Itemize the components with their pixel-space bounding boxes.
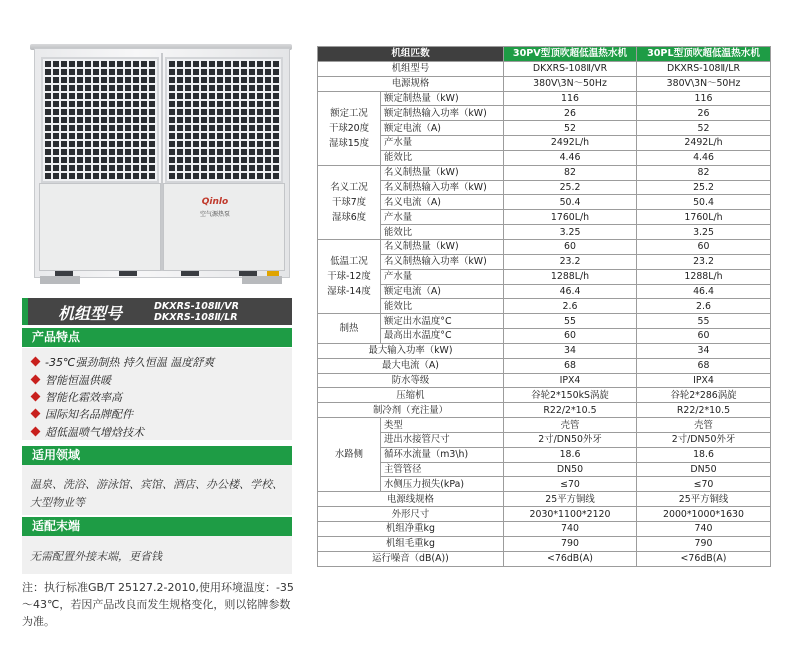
base-vent [181, 271, 199, 276]
row-label: 进出水接管尺寸 [381, 432, 504, 447]
value-cell: 68 [637, 358, 771, 373]
row-label: 名义制热量（kW) [381, 165, 504, 180]
value-cell: 46.4 [637, 284, 771, 299]
value-cell: 52 [637, 121, 771, 136]
row-label: 外形尺寸 [318, 507, 504, 522]
header-cell: 30PL型顶吹超低温热水机 [637, 47, 771, 62]
model-bar-accent [22, 298, 28, 325]
row-label: 能效比 [381, 299, 504, 314]
table-row [318, 462, 771, 477]
value-cell: 2.6 [504, 299, 637, 314]
table-row [318, 269, 771, 284]
application-title: 适用领域 [32, 448, 81, 462]
row-label: 最大电流（A) [318, 358, 504, 373]
bullet-icon [31, 409, 41, 419]
base-vent [119, 271, 137, 276]
value-cell: 25平方铜线 [637, 492, 771, 507]
table-header-row [318, 47, 771, 62]
value-cell: 1288L/h [637, 269, 771, 284]
footnote: 注：执行标准GB/T 25127.2-2010,使用环境温度：-35～43℃，若因产品改良而发生规格变化，则以铭牌参数为准。 [22, 581, 294, 628]
unit-body [34, 48, 290, 278]
table-row [318, 121, 771, 136]
fan-grille-left [41, 57, 159, 183]
row-label: 类型 [381, 418, 504, 433]
row-label: 压缩机 [318, 388, 504, 403]
row-label: 防水等级 [318, 373, 504, 388]
value-cell: 1760L/h [637, 210, 771, 225]
table-row [318, 314, 771, 329]
group-label: 制热 [318, 314, 381, 344]
value-cell: 46.4 [504, 284, 637, 299]
row-label: 机组型号 [318, 61, 504, 76]
bullet-icon [31, 375, 41, 385]
table-row [318, 477, 771, 492]
value-cell: 23.2 [637, 254, 771, 269]
value-cell: 2492L/h [637, 136, 771, 151]
value-cell: IPX4 [504, 373, 637, 388]
terminal-header [22, 517, 292, 536]
value-cell: DKXRS-108Ⅱ/LR [637, 61, 771, 76]
product-image [30, 38, 292, 286]
row-label: 额定电流（A) [381, 121, 504, 136]
value-cell: ≤70 [637, 477, 771, 492]
table-row [318, 180, 771, 195]
value-cell: 52 [504, 121, 637, 136]
value-cell: 55 [504, 314, 637, 329]
table-row [318, 403, 771, 418]
value-cell: 18.6 [504, 447, 637, 462]
value-cell: 34 [504, 343, 637, 358]
spec-table [317, 46, 771, 567]
unit-foot [40, 276, 80, 284]
row-label: 名义制热输入功率（kW) [381, 180, 504, 195]
group-label: 名义工况 干球7度 湿球6度 [318, 165, 381, 239]
value-cell: 2000*1000*1630 [637, 507, 771, 522]
value-cell: 790 [637, 536, 771, 551]
row-label: 名义制热量（kW) [381, 239, 504, 254]
value-cell: <76dB(A) [637, 551, 771, 566]
table-row [318, 358, 771, 373]
value-cell: 116 [637, 91, 771, 106]
value-cell: 1760L/h [504, 210, 637, 225]
table-row [318, 284, 771, 299]
value-cell: 82 [504, 165, 637, 180]
row-label: 循环水流量（m3\h) [381, 447, 504, 462]
table-row [318, 76, 771, 91]
row-label: 主管管径 [381, 462, 504, 477]
value-cell: 116 [504, 91, 637, 106]
value-cell: 壳管 [504, 418, 637, 433]
value-cell: DN50 [504, 462, 637, 477]
table-row [318, 299, 771, 314]
row-label: 机组净重kg [318, 522, 504, 537]
table-row [318, 432, 771, 447]
row-label: 能效比 [381, 225, 504, 240]
row-label: 电源规格 [318, 76, 504, 91]
brand-subtitle: 空气源热泵 [199, 211, 230, 218]
bullet-icon [31, 357, 41, 367]
bullet-icon [31, 392, 41, 402]
application-header [22, 446, 292, 465]
group-label: 额定工况 干球20度 湿球15度 [318, 91, 381, 165]
row-label: 水侧压力损失(kPa) [381, 477, 504, 492]
feature-item: 智能恒温供暖 [32, 372, 111, 388]
value-cell: 2030*1100*2120 [504, 507, 637, 522]
model-number-2: DKXRS-108Ⅱ/LR [154, 312, 238, 323]
row-label: 最大输入功率（kW) [318, 343, 504, 358]
table-row [318, 210, 771, 225]
brand-logo: Qinlo [201, 197, 229, 207]
table-row [318, 91, 771, 106]
value-cell: 谷轮2*150kS涡旋 [504, 388, 637, 403]
table-row [318, 61, 771, 76]
value-cell: 1288L/h [504, 269, 637, 284]
table-row [318, 418, 771, 433]
value-cell: 25平方铜线 [504, 492, 637, 507]
row-label: 产水量 [381, 269, 504, 284]
table-row [318, 551, 771, 566]
value-cell: 34 [637, 343, 771, 358]
table-row [318, 522, 771, 537]
lower-panel-left [39, 183, 161, 271]
table-row [318, 492, 771, 507]
value-cell: 68 [504, 358, 637, 373]
table-row [318, 195, 771, 210]
group-label: 水路侧 [318, 418, 381, 492]
value-cell: 4.46 [504, 150, 637, 165]
value-cell: 60 [637, 239, 771, 254]
row-label: 最高出水温度°C [381, 329, 504, 344]
value-cell: 3.25 [504, 225, 637, 240]
row-label: 机组毛重kg [318, 536, 504, 551]
value-cell: 3.25 [637, 225, 771, 240]
table-row [318, 225, 771, 240]
table-row [318, 329, 771, 344]
row-label: 名义电流（A) [381, 195, 504, 210]
table-row [318, 136, 771, 151]
group-label: 低温工况 干球-12度 湿球-14度 [318, 239, 381, 313]
row-label: 运行噪音（dB(A)) [318, 551, 504, 566]
value-cell: 25.2 [504, 180, 637, 195]
row-label: 能效比 [381, 150, 504, 165]
value-cell: 谷轮2*286涡旋 [637, 388, 771, 403]
value-cell: 60 [504, 329, 637, 344]
table-row [318, 343, 771, 358]
row-label: 制冷剂（充注量） [318, 403, 504, 418]
value-cell: 790 [504, 536, 637, 551]
value-cell: 2.6 [637, 299, 771, 314]
value-cell: 23.2 [504, 254, 637, 269]
feature-item: 智能化霜效率高 [32, 389, 122, 405]
value-cell: 60 [504, 239, 637, 254]
value-cell: R22/2*10.5 [637, 403, 771, 418]
value-cell: DKXRS-108Ⅱ/VR [504, 61, 637, 76]
row-label: 名义制热输入功率（kW) [381, 254, 504, 269]
value-cell: 50.4 [637, 195, 771, 210]
table-row [318, 388, 771, 403]
value-cell: 82 [637, 165, 771, 180]
value-cell: 740 [637, 522, 771, 537]
value-cell: 2寸/DN50外牙 [637, 432, 771, 447]
features-title: 产品特点 [32, 330, 81, 344]
row-label: 产水量 [381, 210, 504, 225]
feature-item: 超低温喷气增焓技术 [32, 424, 144, 440]
table-row [318, 373, 771, 388]
table-row [318, 165, 771, 180]
row-label: 额定制热量（kW) [381, 91, 504, 106]
bullet-icon [31, 427, 41, 437]
value-cell: 26 [504, 106, 637, 121]
value-cell: 25.2 [637, 180, 771, 195]
value-cell: 60 [637, 329, 771, 344]
row-label: 额定出水温度°C [381, 314, 504, 329]
row-label: 产水量 [381, 136, 504, 151]
value-cell: 壳管 [637, 418, 771, 433]
model-label: 机组型号 [58, 304, 123, 323]
features-header [22, 328, 292, 347]
value-cell: 740 [504, 522, 637, 537]
feature-item: -35℃强劲制热 持久恒温 温度舒爽 [32, 354, 214, 370]
table-row [318, 254, 771, 269]
application-text: 温泉、洗浴、游泳馆、宾馆、酒店、办公楼、学校、大型物业等 [30, 478, 283, 509]
terminal-text: 无需配置外接末端，更省钱 [30, 550, 162, 563]
features-list [22, 348, 292, 440]
model-number-1: DKXRS-108Ⅱ/VR [154, 301, 239, 312]
table-row [318, 536, 771, 551]
terminal-title: 适配末端 [32, 519, 81, 533]
fan-grille-right [165, 57, 283, 183]
table-row [318, 239, 771, 254]
value-cell: 4.46 [637, 150, 771, 165]
feature-item: 国际知名品牌配件 [32, 406, 133, 422]
value-cell: ≤70 [504, 477, 637, 492]
unit-foot [242, 276, 282, 284]
table-row [318, 447, 771, 462]
row-label: 额定电流（A) [381, 284, 504, 299]
header-cell: 30PV型顶吹超低温热水机 [504, 47, 637, 62]
value-cell: 2寸/DN50外牙 [504, 432, 637, 447]
row-label: 电源线规格 [318, 492, 504, 507]
value-cell: IPX4 [637, 373, 771, 388]
value-cell: 380V\3N～50Hz [504, 76, 637, 91]
value-cell: 2492L/h [504, 136, 637, 151]
value-cell: DN50 [637, 462, 771, 477]
table-row [318, 507, 771, 522]
row-label: 额定制热输入功率（kW) [381, 106, 504, 121]
table-row [318, 150, 771, 165]
value-cell: R22/2*10.5 [504, 403, 637, 418]
value-cell: 380V\3N～50Hz [637, 76, 771, 91]
value-cell: <76dB(A) [504, 551, 637, 566]
model-bar [22, 298, 292, 325]
value-cell: 26 [637, 106, 771, 121]
table-row [318, 106, 771, 121]
brand-plate [185, 197, 245, 218]
header-cell: 机组匹数 [318, 47, 504, 62]
value-cell: 55 [637, 314, 771, 329]
value-cell: 18.6 [637, 447, 771, 462]
value-cell: 50.4 [504, 195, 637, 210]
